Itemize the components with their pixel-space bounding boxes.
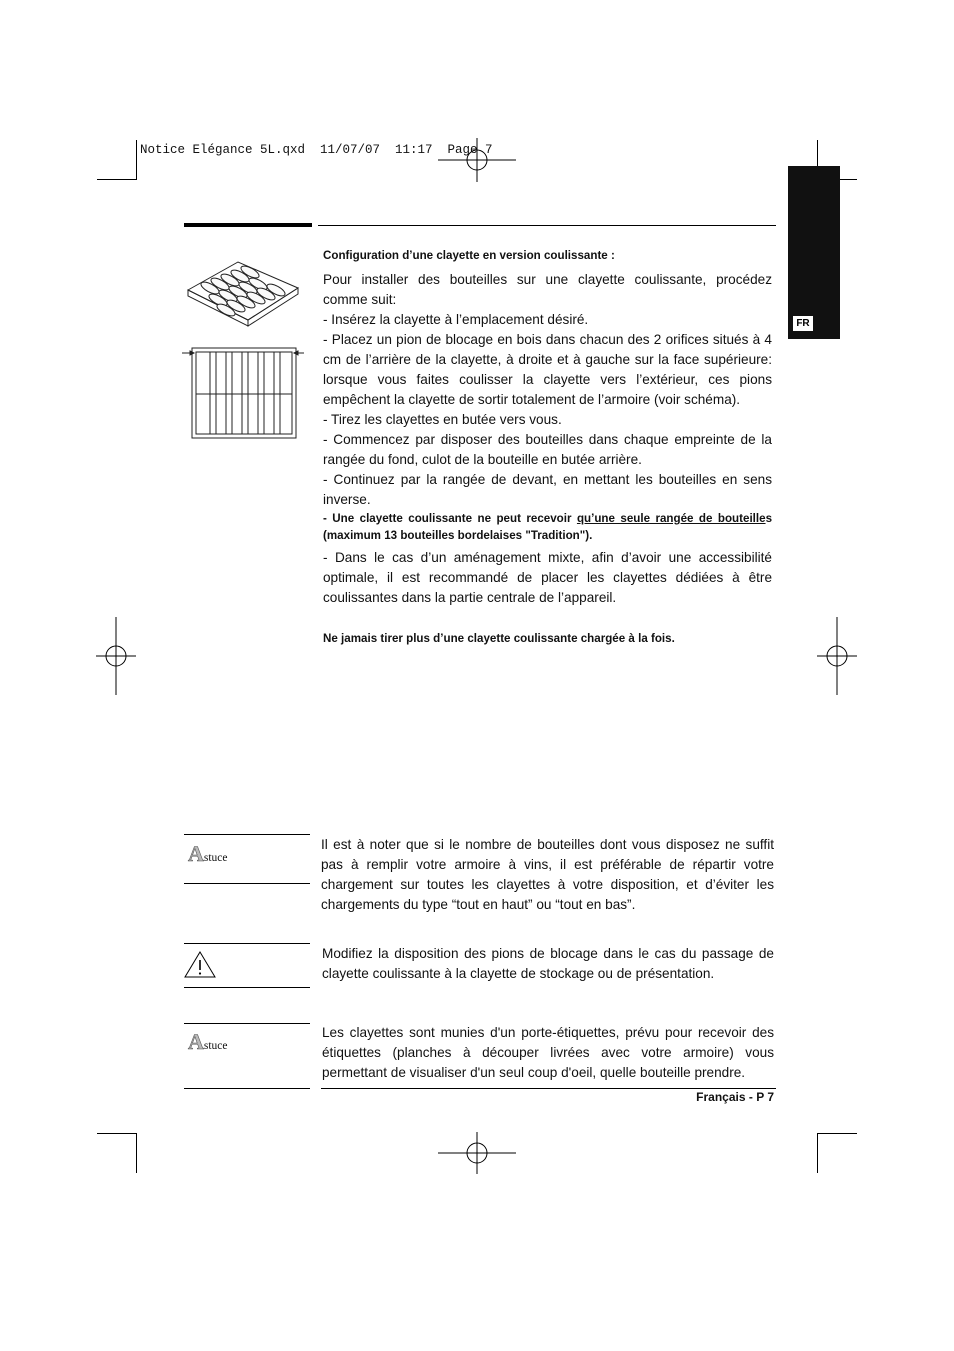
- footer-rule-right: [321, 1088, 776, 1089]
- warning-note: Ne jamais tirer plus d’une clayette coulissante chargée à la fois.: [323, 632, 675, 645]
- section-rule-thick: [184, 223, 312, 227]
- shelf-illustration: [180, 248, 305, 443]
- tip-text: Les clayettes sont munies d'un porte-étiquettes, prévu pour recevoir des étiquettes (planches à découper livrées avec votre armoire) vous permettant de visualiser d'un seul coup d'oeil, quelle bouteille prendre.: [322, 1025, 774, 1080]
- step-item: - Commencez par disposer des bouteilles dans chaque empreinte de la rangée du fond, culot de la bouteille en butée arrière.: [323, 432, 772, 467]
- tip-rule: [184, 834, 310, 835]
- footer-rule-left: [184, 1088, 310, 1089]
- tip-rule: [184, 943, 310, 944]
- print-slug: Notice Elégance 5L.qxd 11/07/07 11:17 Page 7: [140, 143, 493, 157]
- sliding-shelf-section: [323, 247, 772, 647]
- mixed-layout-paragraph: - Dans le cas d’un aménagement mixte, afin d’avoir une accessibilité optimale, il est recommandé de placer les clayettes dédiées à être coulissantes dans la partie centrale de l’appareil.: [323, 550, 772, 605]
- section-rule-thin: [318, 225, 776, 226]
- step-item: - Tirez les clayettes en butée vers vous.: [323, 412, 562, 427]
- tip-text: Il est à noter que si le nombre de bouteilles dont vous disposez ne suffit pas à remplir votre armoire à vins, il est préférable de répartir votre chargement sur toutes les clayettes à votre disposition, et d’éviter les chargements du type “tout en haut” ou “tout en bas”.: [321, 837, 774, 912]
- warning-triangle-icon: [183, 950, 217, 980]
- step-item: - Continuez par la rangée de devant, en mettant les bouteilles en sens inverse.: [323, 472, 772, 507]
- page-number: Français - P 7: [696, 1090, 774, 1104]
- tip-text: Modifiez la disposition des pions de blocage dans le cas du passage de clayette coulissante à la clayette de stockage ou de présentation.: [322, 946, 774, 981]
- tip-rule: [184, 883, 310, 884]
- step-item: - Placez un pion de blocage en bois dans chacun des 2 orifices situés à 4 cm de l’arrière de la clayette, à droite et à gauche sur la face supérieure: lorsque vous faites coulisser la clayette vers l’extérieur, ces pions empêchent la clayette de sortir totalement de l’armoire (voir schéma).: [323, 332, 772, 407]
- language-tab: [788, 166, 840, 339]
- astuce-icon: Astuce: [188, 841, 228, 866]
- step-item: - Insérez la clayette à l’emplacement désiré.: [323, 312, 589, 327]
- language-label: FR: [793, 316, 813, 331]
- section-heading: Configuration d’une clayette en version coulissante :: [323, 249, 615, 262]
- capacity-note: - Une clayette coulissante ne peut recevoir qu’une seule rangée de bouteilles (maximum 13 bouteilles bordelaises "Tradition").: [323, 512, 773, 542]
- astuce-icon: Astuce: [188, 1029, 228, 1054]
- tip-rule: [184, 1023, 310, 1024]
- intro-paragraph: Pour installer des bouteilles sur une clayette coulissante, procédez comme suit:: [323, 272, 772, 307]
- tip-rule: [184, 987, 310, 988]
